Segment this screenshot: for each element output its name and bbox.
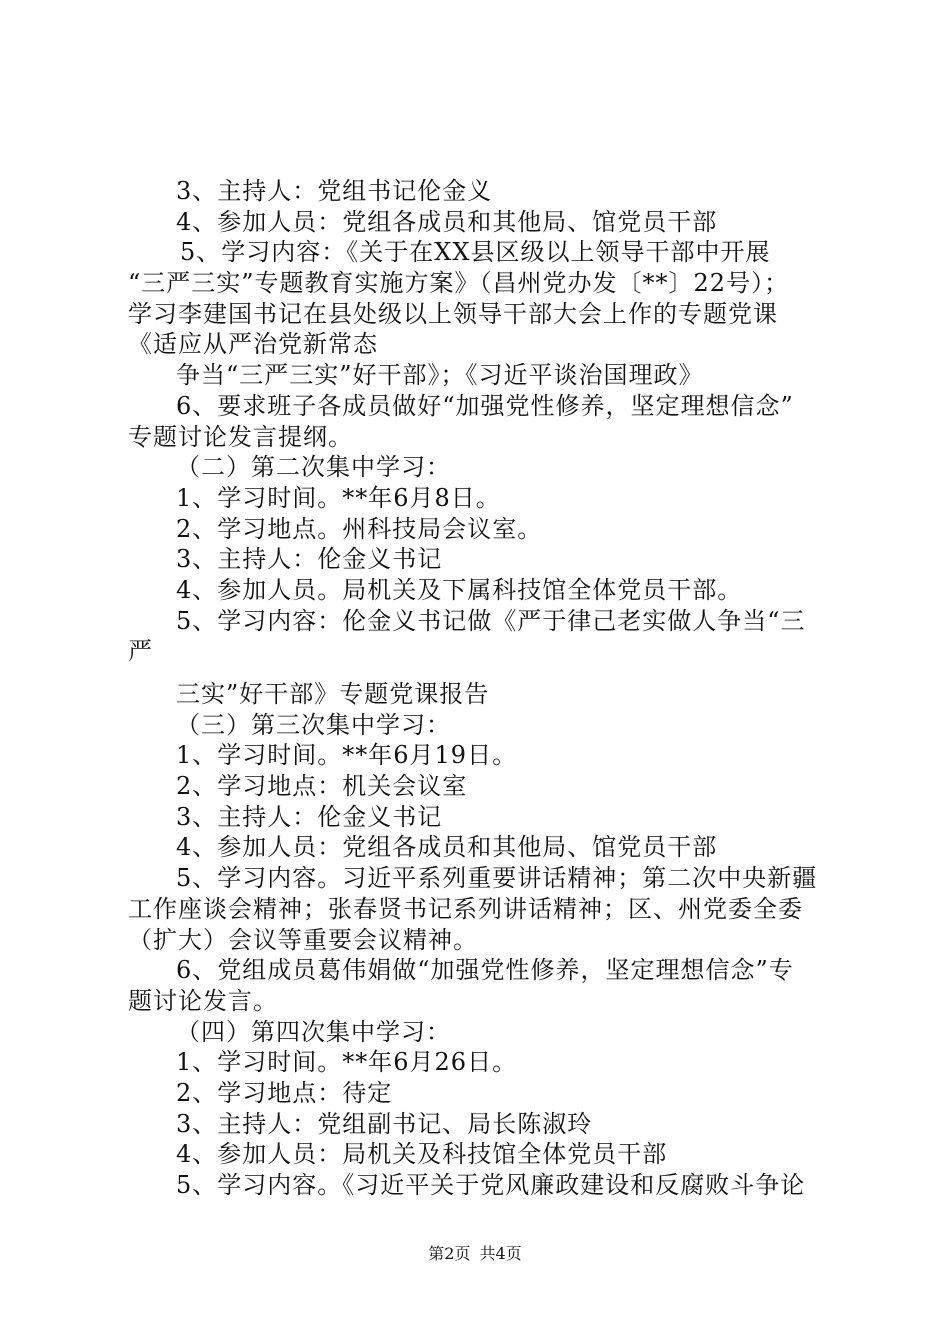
text-line: 学习李建国书记在县处级以上领导干部大会上作的专题党课 <box>128 299 778 328</box>
text-line: 4、参加人员：党组各成员和其他局、馆党员干部 <box>176 833 718 862</box>
section-heading: （四）第四次集中学习： <box>176 1017 451 1046</box>
text-line: 2、学习地点：机关会议室 <box>176 772 468 801</box>
text-line: 4、参加人员。局机关及下属科技馆全体党员干部。 <box>176 575 743 604</box>
text-line: 严 <box>128 637 153 666</box>
text-line: 1、学习时间。**年6月26日。 <box>176 1048 518 1077</box>
text-line: 2、学习地点：待定 <box>176 1078 393 1107</box>
text-line: “三严三实”专题教育实施方案》（昌州党办发〔**〕22号）； <box>128 269 790 298</box>
text-line: 5、学习内容：伦金义书记做《严于律己老实做人争当“三 <box>176 606 806 635</box>
text-line: 4、参加人员：局机关及科技馆全体党员干部 <box>176 1140 668 1169</box>
spacer <box>128 667 834 679</box>
page-number: 第2页 <box>428 1244 471 1263</box>
section-heading: （二）第二次集中学习： <box>176 453 451 482</box>
text-line: 工作座谈会精神；张春贤书记系列讲话精神；区、州党委全委 <box>128 894 803 923</box>
text-line: 6、要求班子各成员做好“加强党性修养，坚定理想信念” <box>176 391 794 420</box>
text-line: 争当“三严三实”好干部》；《习近平谈治国理政》 <box>176 361 704 390</box>
text-line: 4、参加人员：党组各成员和其他局、馆党员干部 <box>176 207 718 236</box>
text-line: 6、党组成员葛伟娟做“加强党性修养，坚定理想信念”专 <box>176 956 794 985</box>
text-line: 3、主持人：伦金义书记 <box>176 545 443 574</box>
page-total: 共4页 <box>479 1244 522 1263</box>
text-line: 5、学习内容：《关于在XX县区级以上领导干部中开展 <box>180 238 771 267</box>
section-heading: （三）第三次集中学习： <box>176 710 451 739</box>
text-line: 题讨论发言。 <box>128 986 278 1015</box>
text-line: 专题讨论发言提纲。 <box>128 422 353 451</box>
text-line: 5、学习内容。习近平系列重要讲话精神；第二次中央新疆 <box>176 864 818 893</box>
text-line: 5、学习内容。《习近平关于党风廉政建设和反腐败斗争论 <box>176 1171 806 1199</box>
text-line: 1、学习时间。**年6月8日。 <box>176 483 501 512</box>
text-line: 《适应从严治党新常态 <box>128 330 378 359</box>
text-line: 3、主持人：党组副书记、局长陈淑玲 <box>176 1109 593 1138</box>
page-footer <box>0 1244 950 1264</box>
text-line: 3、主持人：党组书记伦金义 <box>176 177 493 205</box>
text-line: 三实”好干部》专题党课报告 <box>176 680 490 708</box>
text-line: 3、主持人：伦金义书记 <box>176 802 443 831</box>
text-line: 1、学习时间。**年6月19日。 <box>176 741 518 770</box>
text-line: 2、学习地点。州科技局会议室。 <box>176 514 543 543</box>
text-line: （扩大）会议等重要会议精神。 <box>128 925 478 954</box>
document-body <box>128 176 834 1201</box>
